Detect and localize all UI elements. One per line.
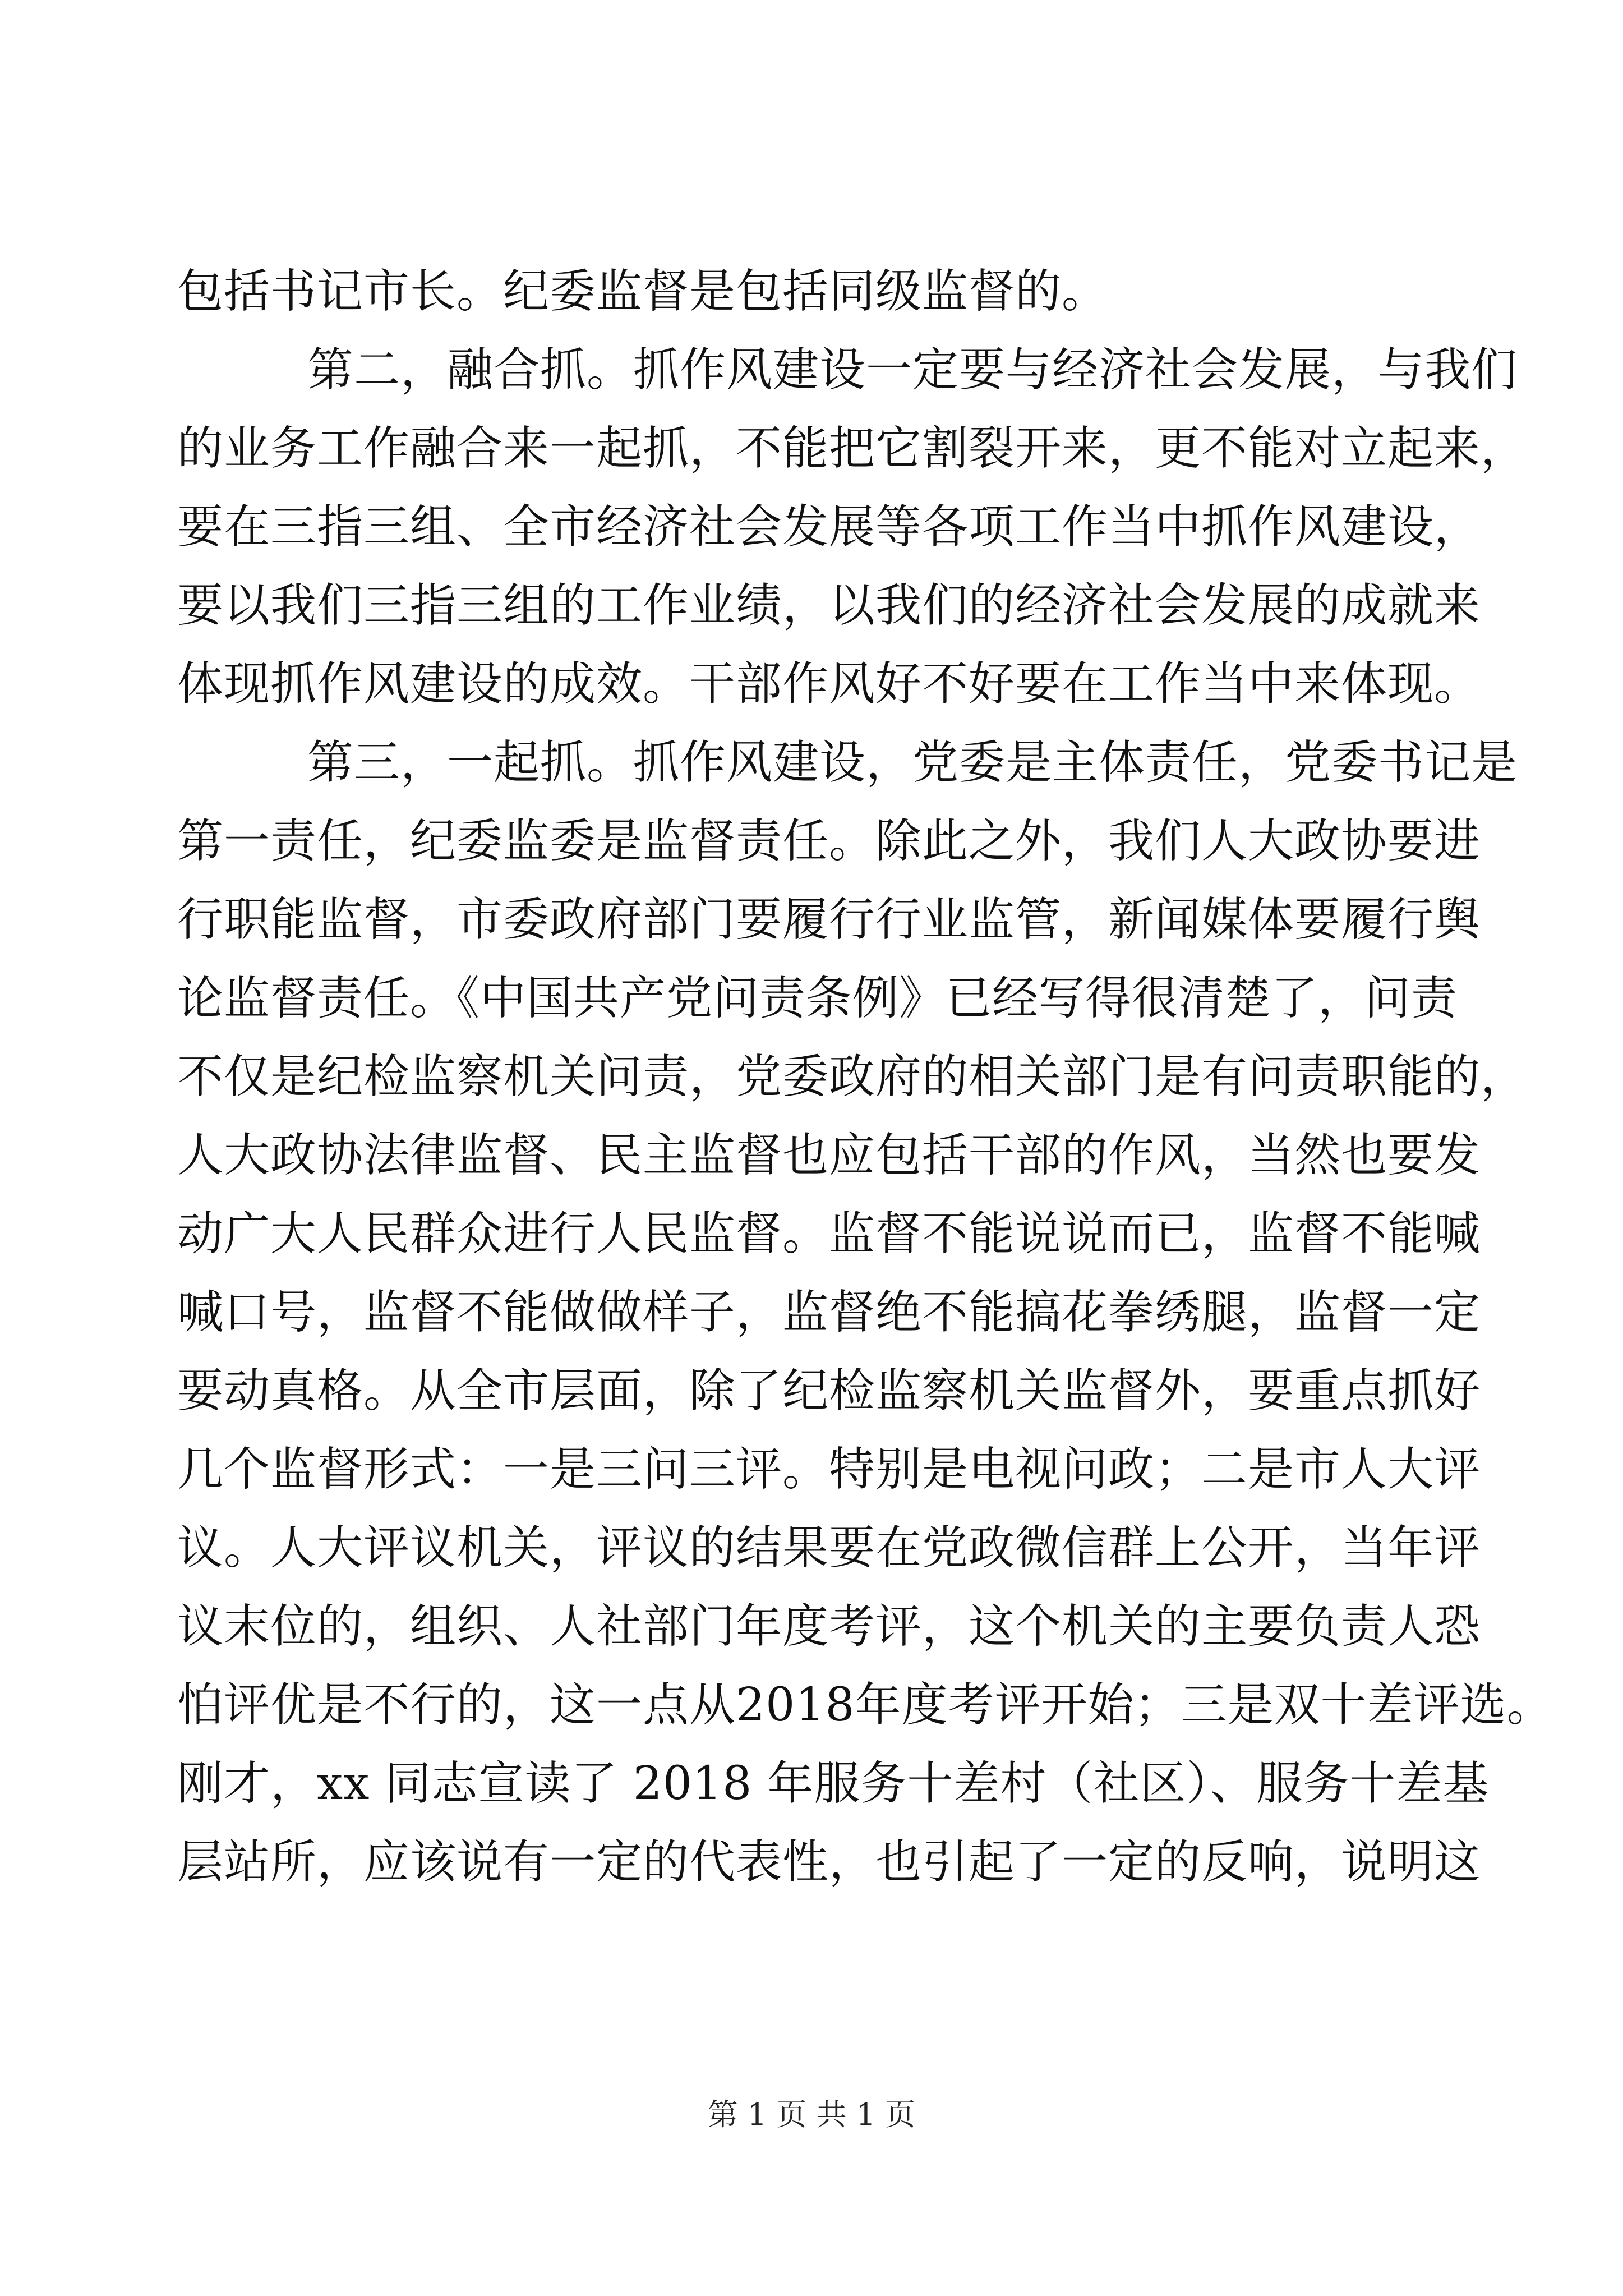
- text-line: 论监督责任。《中国共产党问责条例》已经写得很清楚了，问责: [177, 972, 1458, 1025]
- text-line: 不仅是纪检监察机关问责，党委政府的相关部门是有问责职能的，: [177, 1050, 1528, 1103]
- text-line: 几个监督形式：一是三问三评。特别是电视问政；二是市人大评: [177, 1443, 1481, 1496]
- page-footer: [0, 2095, 1623, 2134]
- text-line: 行职能监督，市委政府部门要履行行业监管，新闻媒体要履行舆: [177, 893, 1481, 946]
- text-line: 层站所，应该说有一定的代表性，也引起了一定的反响，说明这: [177, 1835, 1481, 1889]
- page-number-label: 第 1 页 共 1 页: [707, 2097, 916, 2132]
- text-line: 怕评优是不行的，这一点从2018年度考评开始；三是双十差评选。: [177, 1678, 1553, 1732]
- paragraph-start-line: 第三，一起抓。抓作风建设，党委是主体责任，党委书记是: [307, 736, 1518, 789]
- text-line: 刚才，xx 同志宣读了 2018 年服务十差村（社区）、服务十差基: [177, 1757, 1490, 1810]
- text-line: 包括书记市长。纪委监督是包括同级监督的。: [177, 265, 1109, 318]
- text-line: 议。人大评议机关，评议的结果要在党政微信群上公开，当年评: [177, 1521, 1481, 1575]
- text-line: 喊口号，监督不能做做样子，监督绝不能搞花拳绣腿，监督一定: [177, 1286, 1481, 1339]
- text-line: 要以我们三指三组的工作业绩，以我们的经济社会发展的成就来: [177, 579, 1481, 632]
- text-line: 动广大人民群众进行人民监督。监督不能说说而已，监督不能喊: [177, 1207, 1481, 1260]
- text-line: 体现抓作风建设的成效。干部作风好不好要在工作当中来体现。: [177, 657, 1481, 711]
- paragraph-start-line: 第二，融合抓。抓作风建设一定要与经济社会发展，与我们: [307, 343, 1518, 397]
- text-line: 议末位的，组织、人社部门年度考评，这个机关的主要负责人恐: [177, 1600, 1481, 1653]
- text-line: 要动真格。从全市层面，除了纪检监察机关监督外，要重点抓好: [177, 1364, 1481, 1418]
- text-line: 要在三指三组、全市经济社会发展等各项工作当中抓作风建设，: [177, 500, 1481, 554]
- text-line: 人大政协法律监督、民主监督也应包括干部的作风，当然也要发: [177, 1129, 1481, 1182]
- document-body: [177, 252, 1553, 1902]
- text-line: 的业务工作融合来一起抓，不能把它割裂开来，更不能对立起来，: [177, 422, 1528, 475]
- text-line: 第一责任，纪委监委是监督责任。除此之外，我们人大政协要进: [177, 815, 1481, 868]
